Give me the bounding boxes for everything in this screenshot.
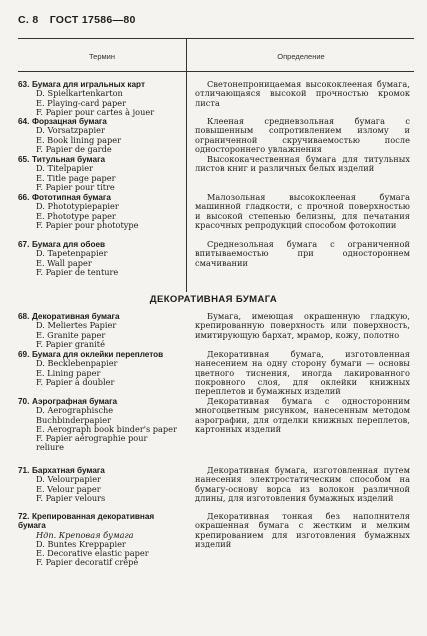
term-de: D. Phototypiepapier xyxy=(36,201,119,212)
term-en: E. Granite paper xyxy=(36,329,106,340)
term-number: 67. xyxy=(18,240,30,249)
term-fr: F. Papier aérographie pour reliure xyxy=(36,433,148,453)
definition: Бумага, имеющая окрашенную гладкую, крепированную поверхность или поверхность, имитирующую бархат, мрамор, кожу, полотно xyxy=(195,311,410,340)
term-fr: F. Papier pour phototype xyxy=(36,219,139,230)
term-number: 69. xyxy=(18,350,30,359)
term-main: Аэрографная бумага xyxy=(32,397,118,406)
term-number: 65. xyxy=(18,155,30,164)
term-number: 71. xyxy=(18,466,30,475)
term-de: D. Spielkartenkarton xyxy=(36,88,123,99)
term-en: E. Lining paper xyxy=(36,367,101,378)
term-fr: F. Papier à doubler xyxy=(36,376,115,387)
term-de: D. Becklebenpapier xyxy=(36,358,118,369)
term-fr: F. Papier pour cartes à jouer xyxy=(36,106,155,117)
term-de: D. Meliertes Papier xyxy=(36,320,117,331)
term-main: Бархатная бумага xyxy=(32,466,105,475)
term-main: Декоративная бумага xyxy=(32,312,120,321)
term-number: 66. xyxy=(18,193,30,202)
terms-column-header: Термин xyxy=(89,52,115,61)
term-fr: F. Papier granité xyxy=(36,338,105,349)
table-header xyxy=(18,38,414,72)
section-title: ДЕКОРАТИВНАЯ БУМАГА xyxy=(149,294,278,305)
definition: Декоративная тонкая без наполнителя окрашенная бумага с жестким и мелким крепированием для изготовления бумажных изделий xyxy=(195,511,410,549)
term-fr: F. Papier de garde xyxy=(36,143,112,154)
term-de: D. Aerographische Buchbinderpapier xyxy=(36,405,114,425)
term-en: E. Wall paper xyxy=(36,257,92,268)
term-de: D. Velourpapier xyxy=(36,474,101,485)
term-en: E. Decorative elastic paper xyxy=(36,548,149,559)
definitions-column-header: Определение xyxy=(277,52,325,61)
term-number: 64. xyxy=(18,117,30,126)
term-main: Фототипная бумага xyxy=(32,193,111,202)
term-main: Бумага для обоев xyxy=(32,240,106,249)
definition: Среднезольная бумага с ограниченной впитываемостью при одностороннем смачивании xyxy=(195,239,410,268)
term-en: E. Book lining paper xyxy=(36,134,121,145)
term-main: Бумага для оклейки переплетов xyxy=(32,350,164,359)
term-de: D. Vorsatzpapier xyxy=(36,125,105,136)
header-divider xyxy=(186,39,187,71)
term-main: Титульная бумага xyxy=(32,155,106,164)
term-number: 68. xyxy=(18,312,30,321)
definition: Малозольная высококлееная бумага машинной гладкости, с прочной поверхностью и высокой степенью белизны, для печатания красочных репродукций способом фотокопии xyxy=(195,192,410,230)
definition: Декоративная бумага с односторонним многоцветным рисунком, нанесенным методом аэрографии, для отделки книжных переплетов, картонных изделий xyxy=(195,396,410,434)
definition: Светонепроницаемая высококлееная бумага, отличающаяся высокой прочностью кромок листа xyxy=(195,79,410,108)
term-en: E. Title page paper xyxy=(36,172,116,183)
page-header xyxy=(18,14,418,30)
definition: Декоративная бумага, изготовленная нанесением на одну сторону бумаги — основы цветного тиснения, иногда лакированного покровного слоя, для оклейки книжных переплетов и бумажных изделий xyxy=(195,349,410,397)
term-fr: F. Papier decoratif crêpé xyxy=(36,557,139,568)
term-main: Крепированная декоративная бумага xyxy=(18,512,155,531)
term-fr: F. Papier pour titre xyxy=(36,181,115,192)
definition: Клееная средневзольная бумага с повышенным сопротивлением излому и ограниченной скручиваемостью после одностороннего увлажнения xyxy=(195,116,410,154)
term-de: D. Titelpapier xyxy=(36,163,94,174)
term-number: 70. xyxy=(18,397,30,406)
term-number: 63. xyxy=(18,80,30,89)
column-divider xyxy=(186,72,187,292)
term-fr: F. Papier velours xyxy=(36,492,106,503)
term-de: D. Tapetenpapier xyxy=(36,248,108,259)
standard-number: ГОСТ 17586—80 xyxy=(49,14,136,26)
term-en: E. Phototype paper xyxy=(36,210,116,221)
term-en: E. Velour paper xyxy=(36,483,101,494)
term-main: Бумага для игральных карт xyxy=(32,80,145,89)
page-number: С. 8 xyxy=(18,14,39,26)
term xyxy=(18,80,178,117)
term-en: E. Playing-card paper xyxy=(36,97,127,108)
term-de: D. Buntes Kreppapier xyxy=(36,538,126,549)
term-en: E. Aerograph book binder's paper xyxy=(36,423,177,434)
term-deprecated: Ндп. Креповая бумага xyxy=(36,529,134,540)
term-number: 72. xyxy=(18,512,30,521)
term-fr: F. Papier de tenture xyxy=(36,266,119,277)
definition: Высококачественная бумага для титульных листов книг и различных белых изделий xyxy=(195,154,410,174)
term-main: Форзацная бумага xyxy=(32,117,107,126)
definition: Декоративная бумага, изготовленная путем нанесения электростатическим способом на бумагу-основу ворса из волокон различной длины, для изготовления бумажных изделий xyxy=(195,465,410,503)
